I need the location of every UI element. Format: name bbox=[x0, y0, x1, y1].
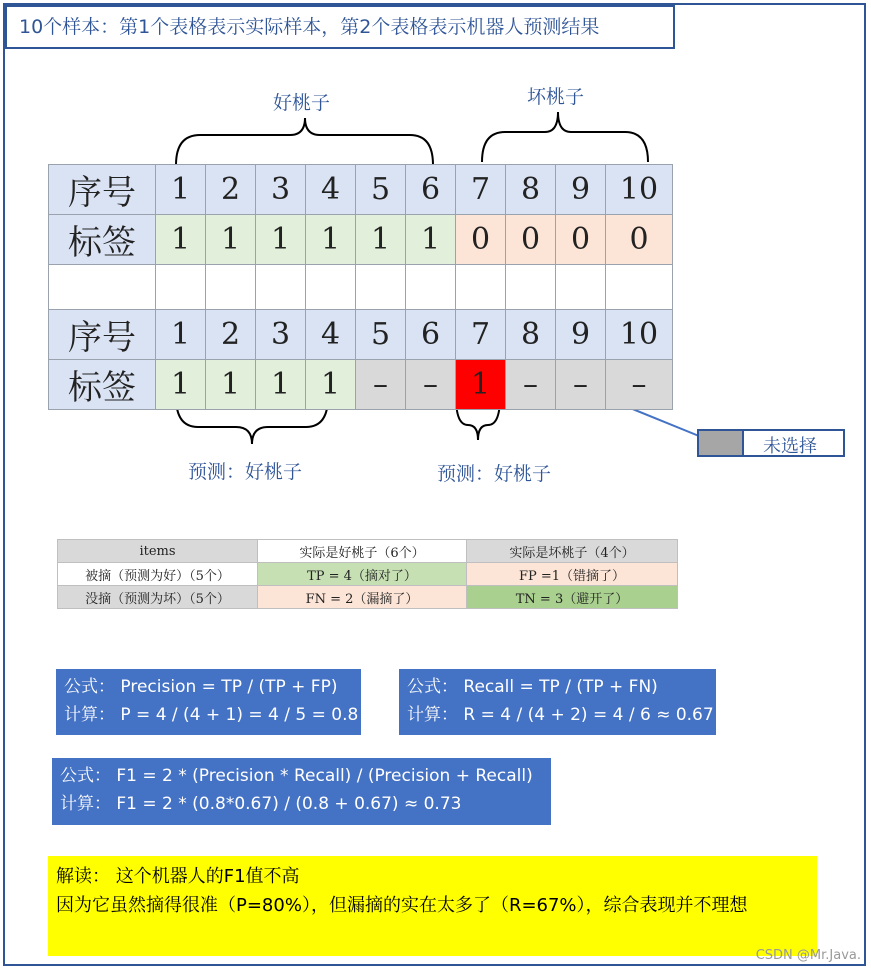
recall-calc: 计算： R = 4 / (4 + 2) = 4 / 6 ≈ 0.67 bbox=[407, 705, 714, 725]
pred-label: 1 bbox=[156, 360, 206, 410]
actual-number: 9 bbox=[556, 165, 606, 215]
actual-number: 7 bbox=[456, 165, 506, 215]
confusion-row-label: 没摘（预测为坏）（5个） bbox=[58, 586, 258, 609]
brace-good bbox=[176, 118, 433, 165]
pred-number: 6 bbox=[406, 310, 456, 360]
pred-label: 1 bbox=[256, 360, 306, 410]
spacer-cell bbox=[506, 265, 556, 310]
spacer-cell bbox=[256, 265, 306, 310]
actual-number: 8 bbox=[506, 165, 556, 215]
confusion-header-bad: 实际是坏桃子（4个） bbox=[467, 540, 678, 563]
brace-bad bbox=[482, 112, 648, 162]
pred-number: 10 bbox=[606, 310, 673, 360]
pred-number: 2 bbox=[206, 310, 256, 360]
cell-tn: TN = 3（避开了） bbox=[467, 586, 678, 609]
pred-label: 1 bbox=[206, 360, 256, 410]
interpretation-line1: 解读： 这个机器人的F1值不高 bbox=[56, 866, 300, 887]
pred-number: 7 bbox=[456, 310, 506, 360]
pred-label: – bbox=[606, 360, 673, 410]
confusion-row-picked bbox=[58, 563, 678, 586]
actual-number: 1 bbox=[156, 165, 206, 215]
actual-label: 0 bbox=[506, 215, 556, 265]
precision-formula: 公式： Precision = TP / (TP + FP) bbox=[64, 677, 338, 697]
brace-label-pred-good-2: 预测：好桃子 bbox=[437, 463, 552, 485]
watermark: CSDN @Mr.Java. bbox=[755, 948, 861, 963]
legend-swatch bbox=[699, 431, 744, 455]
brace-label-pred-good-1: 预测：好桃子 bbox=[188, 461, 303, 483]
actual-label: 0 bbox=[456, 215, 506, 265]
actual-label-header: 标签 bbox=[49, 215, 156, 265]
confusion-header-items: items bbox=[58, 540, 258, 563]
actual-number: 10 bbox=[606, 165, 673, 215]
spacer-cell bbox=[49, 265, 156, 310]
actual-label: 1 bbox=[356, 215, 406, 265]
spacer-cell bbox=[456, 265, 506, 310]
confusion-matrix bbox=[57, 539, 678, 609]
actual-label: 1 bbox=[156, 215, 206, 265]
brace-label-bad: 坏桃子 bbox=[527, 86, 585, 108]
actual-label: 1 bbox=[256, 215, 306, 265]
confusion-row-not-picked bbox=[58, 586, 678, 609]
spacer-cell bbox=[306, 265, 356, 310]
actual-label: 0 bbox=[556, 215, 606, 265]
recall-box bbox=[399, 669, 716, 735]
brace-label-good: 好桃子 bbox=[273, 92, 331, 114]
pred-row-number bbox=[49, 310, 673, 360]
pred-number: 4 bbox=[306, 310, 356, 360]
spacer-row bbox=[49, 265, 673, 310]
interpretation-box bbox=[48, 856, 817, 956]
pred-number: 8 bbox=[506, 310, 556, 360]
pred-label: – bbox=[556, 360, 606, 410]
pred-label-wrong: 1 bbox=[456, 360, 506, 410]
actual-number: 6 bbox=[406, 165, 456, 215]
actual-table bbox=[48, 164, 673, 410]
actual-label: 1 bbox=[406, 215, 456, 265]
precision-box bbox=[56, 669, 361, 735]
pred-label: – bbox=[406, 360, 456, 410]
actual-number: 3 bbox=[256, 165, 306, 215]
pred-label-header: 标签 bbox=[49, 360, 156, 410]
pred-row-label bbox=[49, 360, 673, 410]
pred-label: – bbox=[506, 360, 556, 410]
legend-label: 未选择 bbox=[763, 436, 817, 457]
spacer-cell bbox=[356, 265, 406, 310]
spacer-cell bbox=[156, 265, 206, 310]
pred-number: 3 bbox=[256, 310, 306, 360]
actual-label: 1 bbox=[206, 215, 256, 265]
actual-number-header: 序号 bbox=[49, 165, 156, 215]
confusion-header-good: 实际是好桃子（6个） bbox=[258, 540, 467, 563]
spacer-cell bbox=[406, 265, 456, 310]
recall-formula: 公式： Recall = TP / (TP + FN) bbox=[407, 677, 658, 697]
actual-number: 4 bbox=[306, 165, 356, 215]
confusion-row-label: 被摘（预测为好）（5个） bbox=[58, 563, 258, 586]
f1-box bbox=[52, 758, 551, 825]
pred-number: 5 bbox=[356, 310, 406, 360]
spacer-cell bbox=[606, 265, 673, 310]
actual-number: 2 bbox=[206, 165, 256, 215]
page-title: 10个样本：第1个表格表示实际样本，第2个表格表示机器人预测结果 bbox=[5, 5, 675, 49]
legend-unselected bbox=[697, 429, 845, 457]
pred-number-header: 序号 bbox=[49, 310, 156, 360]
cell-fp: FP =1（错摘了） bbox=[467, 563, 678, 586]
spacer-cell bbox=[206, 265, 256, 310]
confusion-header-row bbox=[58, 540, 678, 563]
pred-number: 1 bbox=[156, 310, 206, 360]
actual-number: 5 bbox=[356, 165, 406, 215]
spacer-cell bbox=[556, 265, 606, 310]
actual-label: 0 bbox=[606, 215, 673, 265]
pred-label: – bbox=[356, 360, 406, 410]
actual-label: 1 bbox=[306, 215, 356, 265]
pred-label: 1 bbox=[306, 360, 356, 410]
actual-row-label bbox=[49, 215, 673, 265]
actual-row-number bbox=[49, 165, 673, 215]
pred-number: 9 bbox=[556, 310, 606, 360]
cell-fn: FN = 2（漏摘了） bbox=[258, 586, 467, 609]
precision-calc: 计算： P = 4 / (4 + 1) = 4 / 5 = 0.8 bbox=[64, 705, 359, 725]
interpretation-line2: 因为它虽然摘得很准（P=80%），但漏摘的实在太多了（R=67%），综合表现并不理想 bbox=[56, 895, 748, 916]
f1-formula: 公式： F1 = 2 * (Precision * Recall) / (Precision + Recall) bbox=[60, 766, 533, 786]
f1-calc: 计算： F1 = 2 * (0.8*0.67) / (0.8 + 0.67) ≈ 0.73 bbox=[60, 794, 462, 814]
cell-tp: TP = 4（摘对了） bbox=[258, 563, 467, 586]
